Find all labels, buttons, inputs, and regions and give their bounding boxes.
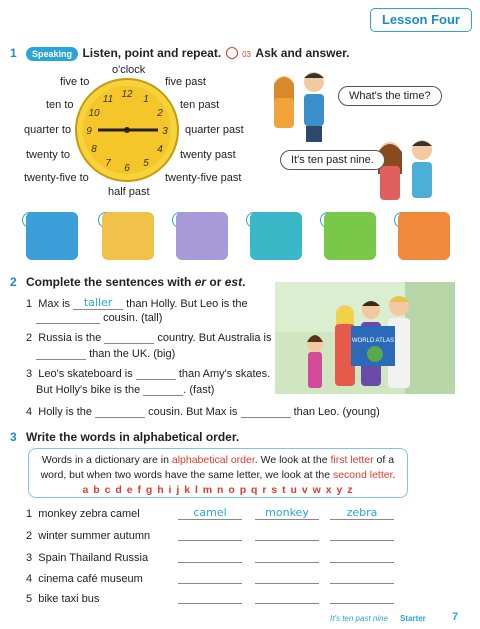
clock-num-4: 4: [157, 144, 163, 155]
exercise-2-title: Complete the sentences with er or est.: [26, 275, 246, 289]
speech-bubble-question: What's the time?: [338, 86, 442, 106]
watch-3: [176, 212, 228, 260]
wall-clock: [74, 76, 180, 184]
exercise-3-number: 3: [10, 430, 17, 444]
watch-4: [250, 212, 302, 260]
label-quarter-past: quarter past: [185, 124, 244, 136]
alphabet: a b c d e f g h i j k l m n o p q r s t u v w x y z: [82, 484, 354, 496]
clock-num-5: 5: [143, 158, 149, 169]
ex3-blank-3-3[interactable]: [330, 550, 394, 563]
children-illustration-2: [368, 134, 448, 204]
label-half-past: half past: [108, 186, 150, 198]
watch-5: [324, 212, 376, 260]
alphabetical-order-info-box: [28, 448, 408, 498]
clock-num-7: 7: [105, 158, 111, 169]
ex3-row-2: 2 winter summer autumn: [26, 530, 151, 542]
audio-icon[interactable]: [226, 47, 238, 59]
clock-num-8: 8: [91, 144, 97, 155]
exercise-1-title-2: Ask and answer.: [255, 46, 350, 60]
children-illustration-1: [262, 64, 342, 144]
ex3-row-4: 4 cinema café museum: [26, 573, 143, 585]
blank-1b[interactable]: [36, 323, 100, 324]
atlas-cover-text: WORLD ATLAS: [351, 338, 395, 344]
sentence-3-line-1: 3 Leo's skateboard is than Amy's skates.: [26, 368, 271, 380]
label-twenty-five-past: twenty-five past: [165, 172, 242, 184]
sentence-4: 4 Holly is the cousin. But Max is than Leo. (young): [26, 406, 380, 418]
label-twenty-five-to: twenty-five to: [24, 172, 89, 184]
clock-num-12: 12: [121, 89, 133, 100]
exercise-2-number: 2: [10, 275, 17, 289]
cousins-atlas-illustration: [275, 282, 455, 394]
label-oclock: o'clock: [112, 64, 146, 76]
watch-1: [26, 212, 78, 260]
blank-4b[interactable]: [241, 417, 291, 418]
ex3-blank-5-1[interactable]: [178, 591, 242, 604]
sentence-1-line-1: 1 Max is taller than Holly. But Leo is the: [26, 296, 248, 310]
ex3-answer-1-3: zebra: [330, 506, 394, 520]
footer-title: It's ten past nine: [330, 614, 389, 623]
blank-2b[interactable]: [36, 359, 86, 360]
clock-num-1: 1: [143, 94, 149, 105]
exercise-3-title: Write the words in alphabetical order.: [26, 430, 240, 444]
blank-2a[interactable]: [104, 343, 154, 344]
ex3-row-5: 5 bike taxi bus: [26, 593, 100, 605]
sentence-1-line-2: cousin. (tall): [36, 312, 162, 324]
sentence-3-line-2: But Holly's bike is the . (fast): [36, 384, 215, 396]
speech-bubble-answer: It's ten past nine.: [280, 150, 385, 170]
ex3-blank-3-1[interactable]: [178, 550, 242, 563]
clock-num-6: 6: [124, 163, 130, 174]
clock-num-11: 11: [102, 94, 114, 105]
watch-2: [102, 212, 154, 260]
ex3-blank-3-2[interactable]: [255, 550, 319, 563]
label-ten-past: ten past: [180, 99, 220, 111]
ex3-blank-4-1[interactable]: [178, 571, 242, 584]
exercise-1-title: Listen, point and repeat.: [82, 46, 222, 60]
blank-3b[interactable]: [143, 395, 183, 396]
ex3-answer-1-2: monkey: [255, 506, 319, 520]
footer-unit: Starter: [400, 614, 426, 623]
ex3-blank-4-3[interactable]: [330, 571, 394, 584]
ex3-blank-2-3[interactable]: [330, 528, 394, 541]
sentence-2-line-1: 2 Russia is the country. But Australia is: [26, 332, 272, 344]
ex3-answer-1-1: camel: [178, 506, 242, 520]
exercise-1-heading: [26, 44, 349, 62]
ex3-blank-5-3[interactable]: [330, 591, 394, 604]
clock-num-3: 3: [162, 126, 168, 137]
ex3-blank-4-2[interactable]: [255, 571, 319, 584]
sentence-2-line-2: than the UK. (big): [36, 348, 175, 360]
answer-taller: taller: [73, 296, 123, 310]
blank-3a[interactable]: [136, 379, 176, 380]
exercise-1-number: 1: [10, 46, 17, 60]
clock-num-2: 2: [157, 108, 163, 119]
ex3-row-3: 3 Spain Thailand Russia: [26, 552, 149, 564]
ex3-blank-2-1[interactable]: [178, 528, 242, 541]
label-twenty-past: twenty past: [180, 149, 236, 161]
lesson-tab: Lesson Four: [370, 8, 472, 32]
ex3-blank-2-2[interactable]: [255, 528, 319, 541]
audio-track: 03: [242, 50, 251, 59]
ex3-row-1: 1 monkey zebra camel: [26, 508, 140, 520]
clock-num-10: 10: [88, 108, 100, 119]
watch-6: [398, 212, 450, 260]
label-quarter-to: quarter to: [24, 124, 72, 136]
label-ten-to: ten to: [46, 99, 74, 111]
ex3-blank-5-2[interactable]: [255, 591, 319, 604]
blank-4a[interactable]: [95, 417, 145, 418]
speaking-badge: Speaking: [26, 47, 78, 61]
info-text: Words in a dictionary are in alphabetical order. We look at the first letter of a word, but when two words have the same letter, we look at the second letter.: [40, 454, 396, 481]
page-number: 7: [452, 611, 459, 623]
label-five-past: five past: [165, 76, 206, 88]
label-twenty-to: twenty to: [26, 149, 71, 161]
clock-num-9: 9: [86, 126, 92, 137]
label-five-to: five to: [60, 76, 90, 88]
